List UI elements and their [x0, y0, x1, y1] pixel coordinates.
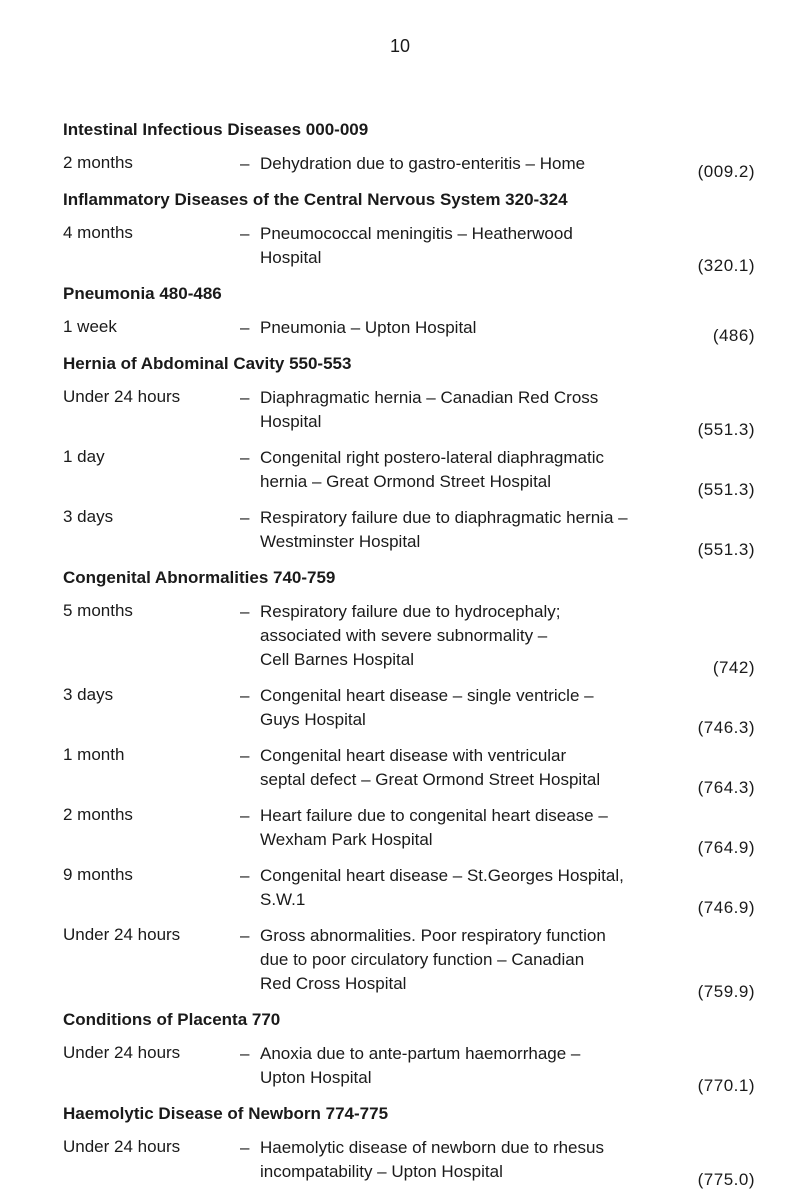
age-at-death: 5 months — [63, 601, 133, 620]
death-entry — [0, 222, 800, 275]
separator-dash: – — [240, 448, 250, 467]
age-at-death: 4 months — [63, 223, 133, 242]
separator-dash: – — [240, 1138, 250, 1157]
page-number: 10 — [389, 36, 411, 56]
cause-description: Pneumonia – Upton Hospital — [260, 318, 477, 337]
icd-code: (775.0) — [697, 1170, 755, 1189]
cause-description: Pneumococcal meningitis – Heatherwood Hospital — [260, 224, 573, 267]
cause-section — [0, 1102, 800, 1189]
age-at-death: Under 24 hours — [63, 925, 181, 944]
death-entry — [0, 506, 800, 559]
cause-section — [0, 352, 800, 559]
separator-dash: – — [240, 318, 250, 337]
death-entry — [0, 600, 800, 677]
section-heading: Pneumonia 480-486 — [63, 284, 222, 303]
death-entry — [0, 804, 800, 857]
age-at-death: 9 months — [63, 865, 133, 884]
cause-description: Respiratory failure due to diaphragmatic hernia – Westminster Hospital — [260, 508, 628, 551]
icd-code: (764.9) — [697, 838, 755, 857]
cause-description: Respiratory failure due to hydrocephaly; associated with severe subnormality – Cell Barnes Hospital — [260, 602, 561, 669]
separator-dash: – — [240, 1044, 250, 1063]
cause-description: Congenital heart disease with ventricular septal defect – Great Ormond Street Hospital — [260, 746, 601, 789]
cause-description: Congenital right postero-lateral diaphragmatic hernia – Great Ormond Street Hospital — [260, 448, 604, 491]
age-at-death: 3 days — [63, 507, 114, 526]
separator-dash: – — [240, 154, 250, 173]
cause-section — [0, 282, 800, 345]
death-entry — [0, 386, 800, 439]
icd-code: (486) — [712, 326, 755, 345]
separator-dash: – — [240, 806, 250, 825]
age-at-death: 3 days — [63, 685, 114, 704]
section-heading: Hernia of Abdominal Cavity 550-553 — [63, 354, 352, 373]
cause-description: Congenital heart disease – single ventricle – Guys Hospital — [260, 686, 594, 729]
death-entry — [0, 1136, 800, 1189]
death-entry — [0, 924, 800, 1001]
icd-code: (551.3) — [697, 420, 755, 439]
age-at-death: 1 week — [63, 317, 117, 336]
separator-dash: – — [240, 388, 250, 407]
cause-description: Gross abnormalities. Poor respiratory function due to poor circulatory function – Canadian Red Cross Hospital — [260, 926, 606, 993]
separator-dash: – — [240, 508, 250, 527]
section-entries — [0, 152, 800, 181]
age-at-death: 1 month — [63, 745, 125, 764]
death-entry — [0, 744, 800, 797]
icd-code: (009.2) — [697, 162, 755, 181]
section-entries — [0, 316, 800, 345]
icd-code: (551.3) — [697, 540, 755, 559]
separator-dash: – — [240, 926, 250, 945]
icd-code: (742) — [712, 658, 755, 677]
icd-code: (746.9) — [697, 898, 755, 917]
death-entry — [0, 316, 800, 345]
death-entry — [0, 684, 800, 737]
cause-section — [0, 1008, 800, 1095]
cause-description: Congenital heart disease – St.Georges Hospital, S.W.1 — [260, 866, 624, 909]
age-at-death: 2 months — [63, 153, 133, 172]
icd-code: (551.3) — [697, 480, 755, 499]
section-entries — [0, 600, 800, 1001]
section-entries — [0, 222, 800, 275]
section-heading: Intestinal Infectious Diseases 000-009 — [63, 120, 369, 139]
section-heading: Congenital Abnormalities 740-759 — [63, 568, 336, 587]
separator-dash: – — [240, 602, 250, 621]
age-at-death: Under 24 hours — [63, 1043, 181, 1062]
icd-code: (746.3) — [697, 718, 755, 737]
section-entries — [0, 386, 800, 559]
separator-dash: – — [240, 686, 250, 705]
section-entries — [0, 1042, 800, 1095]
section-heading: Inflammatory Diseases of the Central Nervous System 320-324 — [63, 190, 568, 209]
cause-description: Heart failure due to congenital heart disease – Wexham Park Hospital — [260, 806, 608, 849]
separator-dash: – — [240, 224, 250, 243]
cause-description: Haemolytic disease of newborn due to rhesus incompatability – Upton Hospital — [260, 1138, 604, 1181]
age-at-death: Under 24 hours — [63, 1137, 181, 1156]
section-entries — [0, 1136, 800, 1189]
section-heading: Conditions of Placenta 770 — [63, 1010, 281, 1029]
icd-code: (759.9) — [697, 982, 755, 1001]
death-entry — [0, 446, 800, 499]
icd-code: (764.3) — [697, 778, 755, 797]
cause-description: Dehydration due to gastro-enteritis – Home — [260, 154, 586, 173]
icd-code: (320.1) — [697, 256, 755, 275]
death-entry — [0, 152, 800, 181]
cause-section — [0, 188, 800, 275]
cause-section — [0, 566, 800, 1001]
separator-dash: – — [240, 866, 250, 885]
age-at-death: Under 24 hours — [63, 387, 181, 406]
icd-code: (770.1) — [697, 1076, 755, 1095]
death-entry — [0, 1042, 800, 1095]
age-at-death: 1 day — [63, 447, 105, 466]
age-at-death: 2 months — [63, 805, 133, 824]
cause-section — [0, 118, 800, 181]
separator-dash: – — [240, 746, 250, 765]
mortality-list — [0, 118, 800, 1196]
cause-description: Diaphragmatic hernia – Canadian Red Cross Hospital — [260, 388, 599, 431]
death-entry — [0, 864, 800, 917]
section-heading: Haemolytic Disease of Newborn 774-775 — [63, 1104, 389, 1123]
cause-description: Anoxia due to ante-partum haemorrhage – Upton Hospital — [260, 1044, 581, 1087]
